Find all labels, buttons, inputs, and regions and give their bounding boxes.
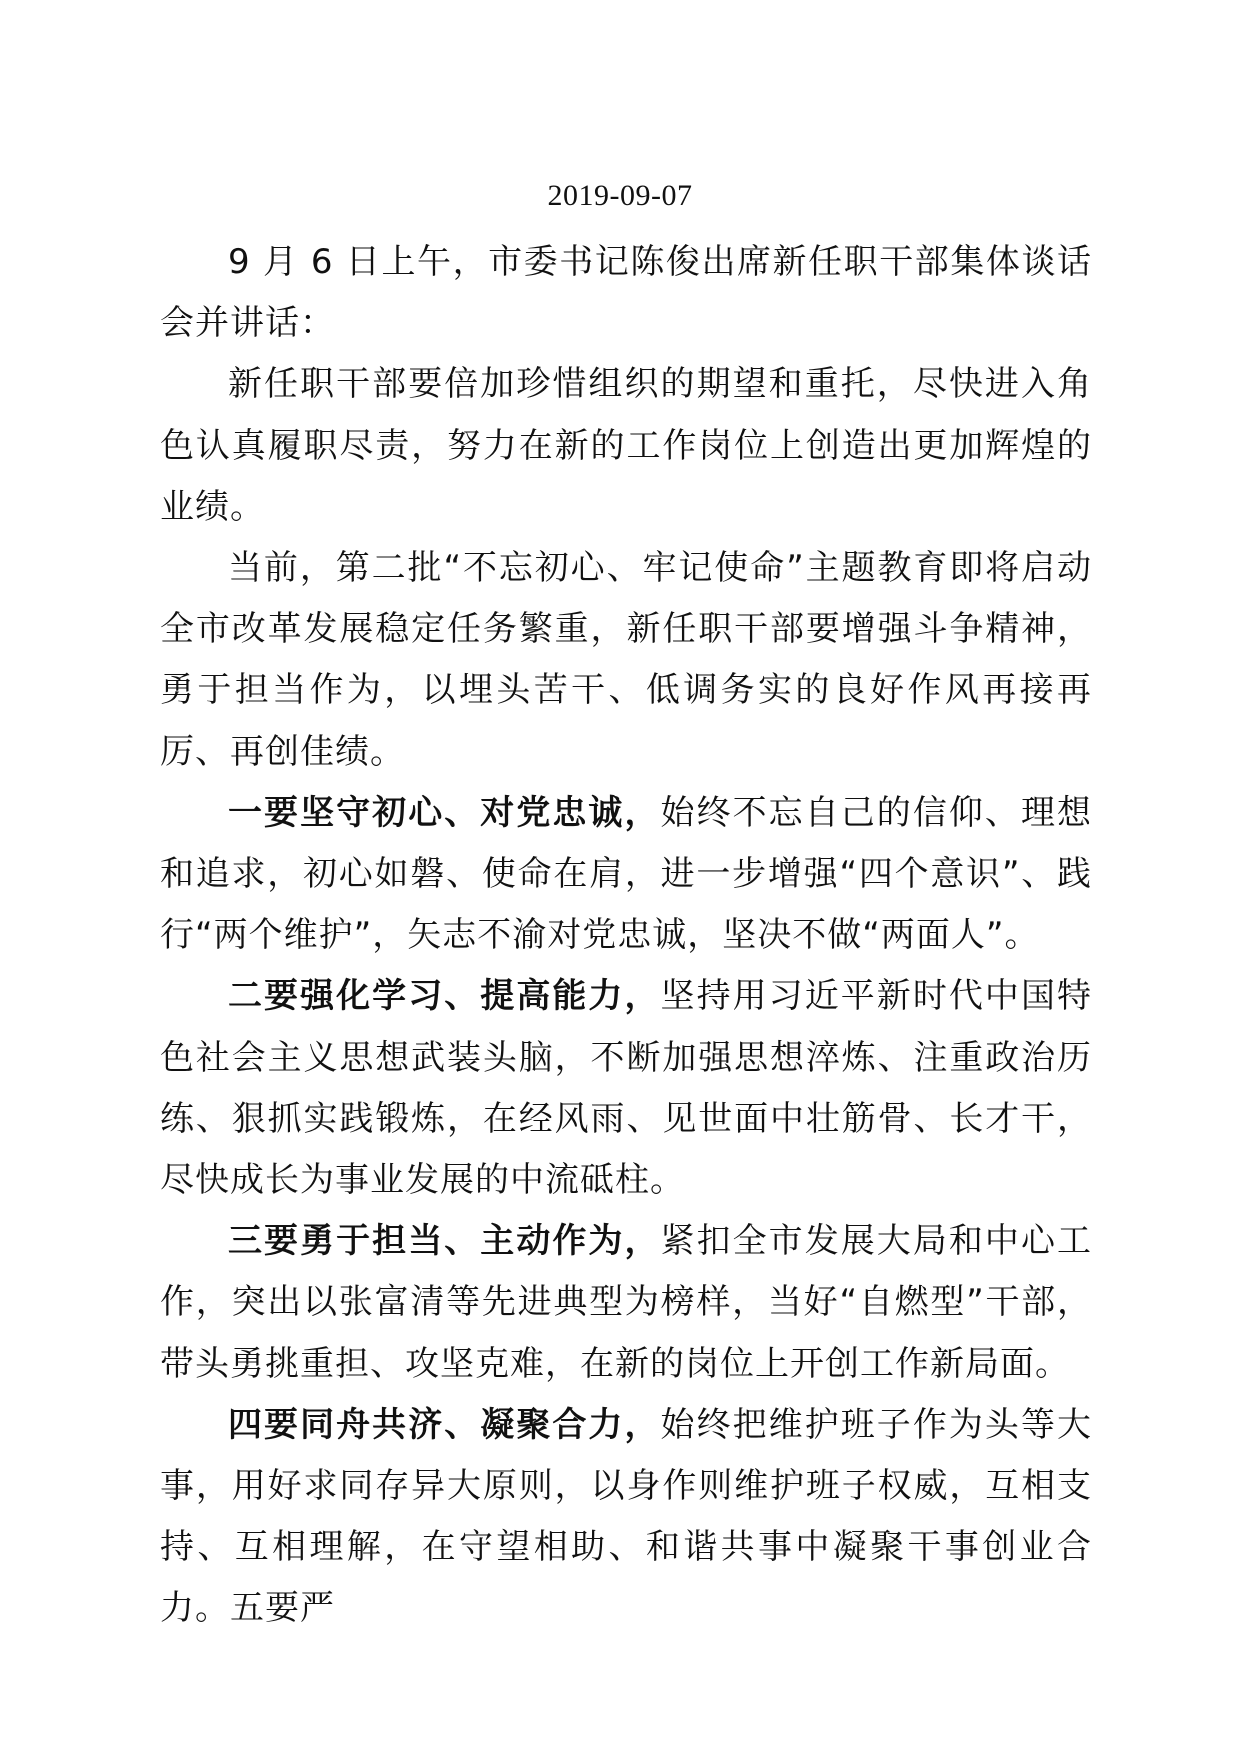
paragraph-lead: 四要同舟共济、凝聚合力， [228,1404,661,1445]
paragraph-current-task [160,538,1092,783]
paragraph-point-one [160,783,1092,967]
paragraph-text: 当前，第二批“不忘初心、牢记使命”主题教育即将启动全市改革发展稳定任务繁重，新任职干部要增强斗争精神，勇于担当作为，以埋头苦干、低调务实的良好作风再接再厉、再创佳绩。 [160,548,1092,772]
paragraph-text: 新任职干部要倍加珍惜组织的期望和重托，尽快进入角色认真履职尽责，努力在新的工作岗位上创造出更加辉煌的业绩。 [160,364,1092,527]
paragraph-lead: 二要强化学习、提高能力， [228,976,661,1017]
paragraph-text: 9 月 6 日上午，市委书记陈俊出席新任职干部集体谈话会并讲话： [160,242,1092,344]
document-date: 2019-09-07 [547,179,693,212]
document-body [160,232,1092,1640]
paragraph-point-two [160,966,1092,1211]
paragraph-text: 始终把维护班子作为头等大事，用好求同存异大原则，以身作则维护班子权威，互相支持、互相理解，在守望相助、和谐共事中凝聚干事创业合力。五要严 [160,1404,1093,1629]
paragraph-text: 紧扣全市发展大局和中心工作，突出以张富清等先进典型为榜样，当好“自燃型”干部，带头勇挑重担、攻坚克难，在新的岗位上开创工作新局面。 [160,1221,1093,1384]
paragraph-text: 坚持用习近平新时代中国特色社会主义思想武装头脑，不断加强思想淬炼、注重政治历练、狠抓实践锻炼，在经风雨、见世面中壮筋骨、长才干，尽快成长为事业发展的中流砥柱。 [160,976,1093,1201]
paragraph-lead: 三要勇于担当、主动作为， [228,1221,661,1262]
paragraph-text: 始终不忘自己的信仰、理想和追求，初心如磐、使命在肩，进一步增强“四个意识”、践行“两个维护”，矢志不渝对党忠诚，坚决不做“两面人”。 [160,792,1093,956]
paragraph-intro [160,232,1092,354]
paragraph-point-four [160,1395,1092,1640]
paragraph-lead: 一要坚守初心、对党忠诚， [228,792,661,833]
paragraph-point-three [160,1211,1092,1395]
paragraph-expectation [160,354,1092,538]
